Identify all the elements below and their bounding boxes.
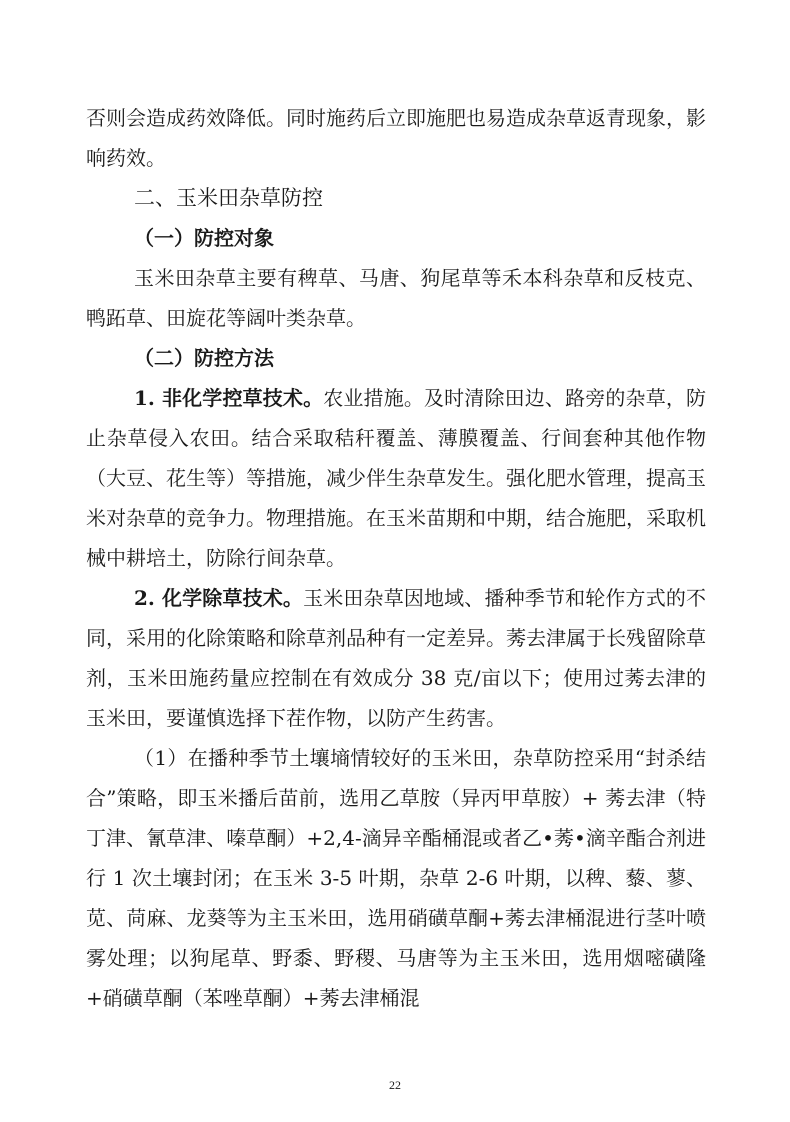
subsection-heading-methods: （二）防控方法 xyxy=(134,346,274,370)
paragraph-chemical xyxy=(86,578,706,738)
chemical-lead: 2. 化学除草技术。 xyxy=(134,586,304,610)
paragraph-strategy-1: （1）在播种季节土壤墒情较好的玉米田，杂草防控采用“封杀结合”策略，即玉米播后苗前，选用乙草胺（异丙甲草胺）+ 莠去津（特丁津、氰草津、嗪草酮）+2,4-滴异辛酯桶混或者乙•莠•滴辛酯合剂进行 1 次土壤封闭；在玉米 3-5 叶期，杂草 2-6 叶期，以稗、藜、蓼、苋、苘麻、龙葵等为主玉米田，选用硝磺草酮+莠去津桶混进行茎叶喷雾处理；以狗尾草、野黍、野稷、马唐等为主玉米田，选用烟嘧磺隆+硝磺草酮（苯唑草酮）+莠去津桶混 xyxy=(86,746,706,1010)
subsection-heading-targets: （一）防控对象 xyxy=(134,226,274,250)
paragraph-continuation: 否则会造成药效降低。同时施药后立即施肥也易造成杂草返青现象，影响药效。 xyxy=(86,106,706,170)
non-chemical-lead: 1. 非化学控草技术。 xyxy=(134,386,324,410)
paragraph-non-chemical xyxy=(86,378,706,578)
non-chemical-body: 农业措施。及时清除田边、路旁的杂草，防止杂草侵入农田。结合采取秸秆覆盖、薄膜覆盖、行间套种其他作物（大豆、花生等）等措施，减少伴生杂草发生。强化肥水管理，提高玉米对杂草的竞争力。物理措施。在玉米苗期和中期，结合施肥，采取机械中耕培土，防除行间杂草。 xyxy=(86,386,707,570)
section-heading: 二、玉米田杂草防控 xyxy=(134,186,323,210)
paragraph-weed-species: 玉米田杂草主要有稗草、马唐、狗尾草等禾本科杂草和反枝克、鸭跖草、田旋花等阔叶类杂草。 xyxy=(86,266,706,330)
page-number: 22 xyxy=(389,1078,401,1092)
chemical-body: 玉米田杂草因地域、播种季节和轮作方式的不同，采用的化除策略和除草剂品种有一定差异。莠去津属于长残留除草剂，玉米田施药量应控制在有效成分 38 克/亩以下；使用过莠去津的玉米田，要谨慎选择下茬作物，以防产生药害。 xyxy=(86,586,707,730)
